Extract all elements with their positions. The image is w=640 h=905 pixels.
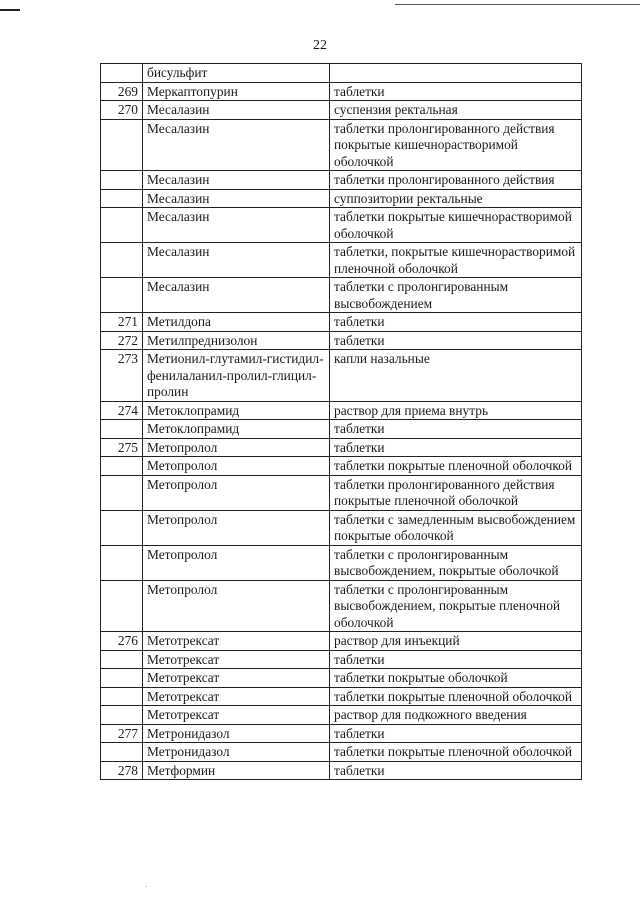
dosage-form: таблетки пролонгированного действия покрытые пленочной оболочкой bbox=[330, 475, 582, 510]
dosage-form: таблетки покрытые кишечнорастворимой оболочкой bbox=[330, 208, 582, 243]
table-row bbox=[101, 208, 582, 243]
drug-name: Метопролол bbox=[143, 510, 330, 545]
drug-name: Метотрексат bbox=[143, 632, 330, 651]
dosage-form: таблетки покрытые пленочной оболочкой bbox=[330, 743, 582, 762]
row-number bbox=[101, 189, 143, 208]
table-row bbox=[101, 401, 582, 420]
table-row bbox=[101, 313, 582, 332]
dosage-form: таблетки bbox=[330, 313, 582, 332]
table-row bbox=[101, 101, 582, 120]
row-number: 274 bbox=[101, 401, 143, 420]
table-row bbox=[101, 119, 582, 171]
row-number bbox=[101, 119, 143, 171]
table-body bbox=[101, 64, 582, 780]
dosage-form: таблетки bbox=[330, 650, 582, 669]
table-row bbox=[101, 457, 582, 476]
dosage-form: таблетки с пролонгированным высвобождением, покрытые пленочной оболочкой bbox=[330, 580, 582, 632]
drug-name: Месалазин bbox=[143, 189, 330, 208]
scan-speck bbox=[146, 886, 147, 887]
table-row bbox=[101, 278, 582, 313]
dosage-form: таблетки пролонгированного действия покрытые кишечнорастворимой оболочкой bbox=[330, 119, 582, 171]
drug-name: Меркаптопурин bbox=[143, 82, 330, 101]
dosage-form: таблетки bbox=[330, 438, 582, 457]
table-row bbox=[101, 64, 582, 83]
drug-name: Метилдопа bbox=[143, 313, 330, 332]
row-number: 271 bbox=[101, 313, 143, 332]
drug-name: Метионил-глутамил-гистидил-фенилаланил-пролил-глицил-пролин bbox=[143, 350, 330, 402]
drug-name: Месалазин bbox=[143, 208, 330, 243]
drug-name: Метопролол bbox=[143, 438, 330, 457]
dosage-form: таблетки bbox=[330, 420, 582, 439]
dosage-form: раствор для инъекций bbox=[330, 632, 582, 651]
row-number bbox=[101, 510, 143, 545]
drug-name: Метронидазол bbox=[143, 724, 330, 743]
dosage-form: капли назальные bbox=[330, 350, 582, 402]
table-row bbox=[101, 171, 582, 190]
drug-name: Метопролол bbox=[143, 545, 330, 580]
table-row bbox=[101, 650, 582, 669]
dosage-form: таблетки bbox=[330, 82, 582, 101]
dosage-form: суппозитории ректальные bbox=[330, 189, 582, 208]
drug-name: Месалазин bbox=[143, 101, 330, 120]
row-number: 273 bbox=[101, 350, 143, 402]
table-row bbox=[101, 743, 582, 762]
drug-name: Месалазин bbox=[143, 119, 330, 171]
dosage-form: таблетки с замедленным высвобождением покрытые оболочкой bbox=[330, 510, 582, 545]
dosage-form: таблетки bbox=[330, 724, 582, 743]
row-number bbox=[101, 580, 143, 632]
table-row bbox=[101, 475, 582, 510]
row-number: 277 bbox=[101, 724, 143, 743]
drug-table bbox=[100, 63, 582, 780]
drug-name: Метопролол bbox=[143, 475, 330, 510]
row-number bbox=[101, 420, 143, 439]
drug-name: Месалазин bbox=[143, 278, 330, 313]
drug-name: Метилпреднизолон bbox=[143, 331, 330, 350]
row-number bbox=[101, 243, 143, 278]
drug-name: Метотрексат bbox=[143, 706, 330, 725]
dosage-form: таблетки пролонгированного действия bbox=[330, 171, 582, 190]
table-row bbox=[101, 438, 582, 457]
table-row bbox=[101, 669, 582, 688]
table-row bbox=[101, 82, 582, 101]
dosage-form bbox=[330, 64, 582, 83]
row-number: 278 bbox=[101, 761, 143, 780]
drug-name: Метопролол bbox=[143, 457, 330, 476]
table-row bbox=[101, 420, 582, 439]
dosage-form: суспензия ректальная bbox=[330, 101, 582, 120]
row-number: 269 bbox=[101, 82, 143, 101]
table-row bbox=[101, 545, 582, 580]
row-number: 270 bbox=[101, 101, 143, 120]
table-row bbox=[101, 580, 582, 632]
drug-name: Метоклопрамид bbox=[143, 420, 330, 439]
row-number bbox=[101, 475, 143, 510]
row-number: 275 bbox=[101, 438, 143, 457]
scan-corner-mark bbox=[0, 9, 20, 11]
scan-top-rule bbox=[395, 4, 640, 5]
dosage-form: таблетки bbox=[330, 761, 582, 780]
dosage-form: таблетки покрытые пленочной оболочкой bbox=[330, 687, 582, 706]
drug-name: бисульфит bbox=[143, 64, 330, 83]
table-row bbox=[101, 331, 582, 350]
page-number: 22 bbox=[313, 38, 327, 53]
dosage-form: раствор для приема внутрь bbox=[330, 401, 582, 420]
row-number bbox=[101, 545, 143, 580]
drug-name: Метоклопрамид bbox=[143, 401, 330, 420]
drug-name: Метотрексат bbox=[143, 687, 330, 706]
row-number bbox=[101, 208, 143, 243]
dosage-form: раствор для подкожного введения bbox=[330, 706, 582, 725]
dosage-form: таблетки с пролонгированным высвобождением, покрытые оболочкой bbox=[330, 545, 582, 580]
table-row bbox=[101, 724, 582, 743]
dosage-form: таблетки покрытые пленочной оболочкой bbox=[330, 457, 582, 476]
table-row bbox=[101, 761, 582, 780]
drug-name: Метронидазол bbox=[143, 743, 330, 762]
drug-name: Метформин bbox=[143, 761, 330, 780]
dosage-form: таблетки bbox=[330, 331, 582, 350]
drug-name: Метотрексат bbox=[143, 669, 330, 688]
drug-name: Месалазин bbox=[143, 171, 330, 190]
dosage-form: таблетки покрытые оболочкой bbox=[330, 669, 582, 688]
dosage-form: таблетки с пролонгированным высвобождением bbox=[330, 278, 582, 313]
table-row bbox=[101, 632, 582, 651]
row-number bbox=[101, 171, 143, 190]
row-number bbox=[101, 743, 143, 762]
table-row bbox=[101, 706, 582, 725]
row-number bbox=[101, 457, 143, 476]
row-number bbox=[101, 278, 143, 313]
table-row bbox=[101, 350, 582, 402]
row-number bbox=[101, 706, 143, 725]
row-number: 272 bbox=[101, 331, 143, 350]
dosage-form: таблетки, покрытые кишечнорастворимой пленочной оболочкой bbox=[330, 243, 582, 278]
drug-name: Месалазин bbox=[143, 243, 330, 278]
table-row bbox=[101, 243, 582, 278]
row-number bbox=[101, 64, 143, 83]
row-number: 276 bbox=[101, 632, 143, 651]
row-number bbox=[101, 650, 143, 669]
table-row bbox=[101, 189, 582, 208]
table-row bbox=[101, 687, 582, 706]
table-row bbox=[101, 510, 582, 545]
row-number bbox=[101, 687, 143, 706]
drug-name: Метотрексат bbox=[143, 650, 330, 669]
row-number bbox=[101, 669, 143, 688]
drug-name: Метопролол bbox=[143, 580, 330, 632]
